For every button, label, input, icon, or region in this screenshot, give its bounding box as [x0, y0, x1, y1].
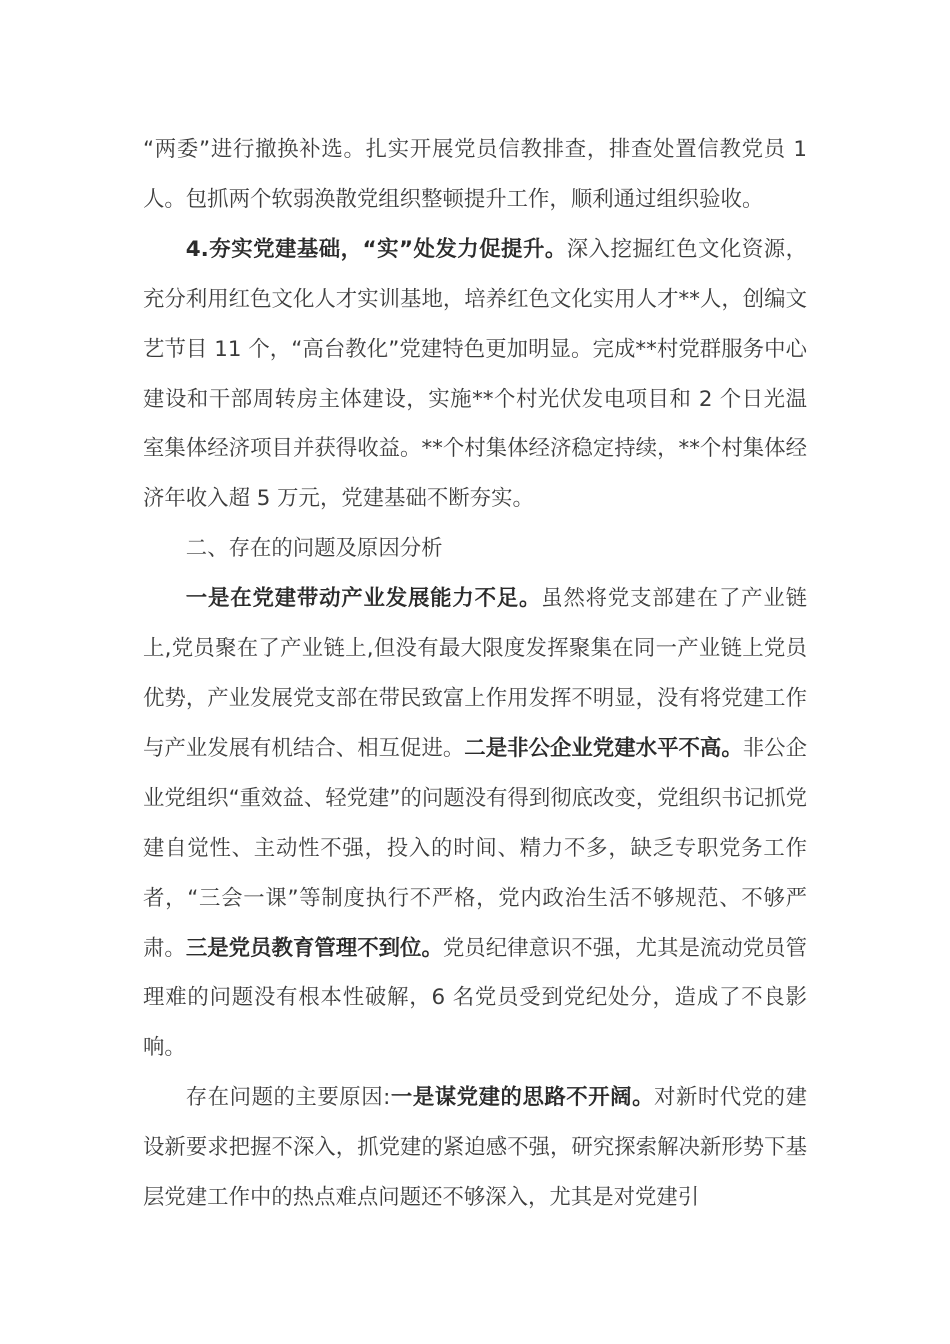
- section-heading-text: 二、存在的问题及原因分析: [185, 536, 443, 562]
- problem-heading-1: 一是在党建带动产业发展能力不足。: [185, 586, 542, 612]
- paragraph-continuation: [143, 125, 807, 225]
- paragraph-party-foundation: [143, 225, 807, 524]
- document-page: [143, 125, 807, 1223]
- paragraph-heading: 4.夯实党建基础，“实”处发力促提升。: [185, 236, 567, 262]
- cause-text-1: 对新时代党的建设新要求把握不深入，抓党建的紧迫感不强，研究探索解决新形势下基层党建工作中的热点难点问题还不够深入，尤其是对党建引: [143, 1085, 807, 1211]
- problem-text-2: 非公企业党组织“重效益、轻党建”的问题没有得到彻底改变，党组织书记抓党建自觉性、主动性不强，投入的时间、精力不多，缺乏专职党务工作者，“三会一课”等制度执行不严格，党内政治生活不够规范、不够严肃。: [143, 735, 807, 961]
- paragraph-text: “两委”进行撤换补选。扎实开展党员信教排查，排查处置信教党员 1 人。包抓两个软弱涣散党组织整顿提升工作，顺利通过组织验收。: [143, 137, 807, 212]
- paragraph-problems: [143, 574, 807, 1073]
- problem-heading-3: 三是党员教育管理不到位。: [185, 935, 443, 961]
- problem-heading-2: 二是非公企业党建水平不高。: [464, 735, 743, 761]
- section-heading: [143, 524, 807, 574]
- problem-text-3: 党员纪律意识不强，尤其是流动党员管理难的问题没有根本性破解，6 名党员受到党纪处分，造成了不良影响。: [143, 935, 807, 1061]
- cause-heading-1: 一是谋党建的思路不开阔。: [390, 1085, 655, 1111]
- problem-text-1: 虽然将党支部建在了产业链上,党员聚在了产业链上,但没有最大限度发挥聚集在同一产业链上党员优势，产业发展党支部在带民致富上作用发挥不明显，没有将党建工作与产业发展有机结合、相互促进。: [143, 586, 807, 761]
- causes-lead: 存在问题的主要原因:: [185, 1085, 391, 1111]
- paragraph-causes: [143, 1073, 807, 1223]
- paragraph-text: 深入挖掘红色文化资源，充分利用红色文化人才实训基地，培养红色文化实用人才**人，创编文艺节目 11 个，“高台教化”党建特色更加明显。完成**村党群服务中心建设和干部周转房主体建设，实施**个村光伏发电项目和 2 个日光温室集体经济项目并获得收益。**个村集体经济稳定持续，**个村集体经济年收入超 5 万元，党建基础不断夯实。: [143, 236, 807, 512]
